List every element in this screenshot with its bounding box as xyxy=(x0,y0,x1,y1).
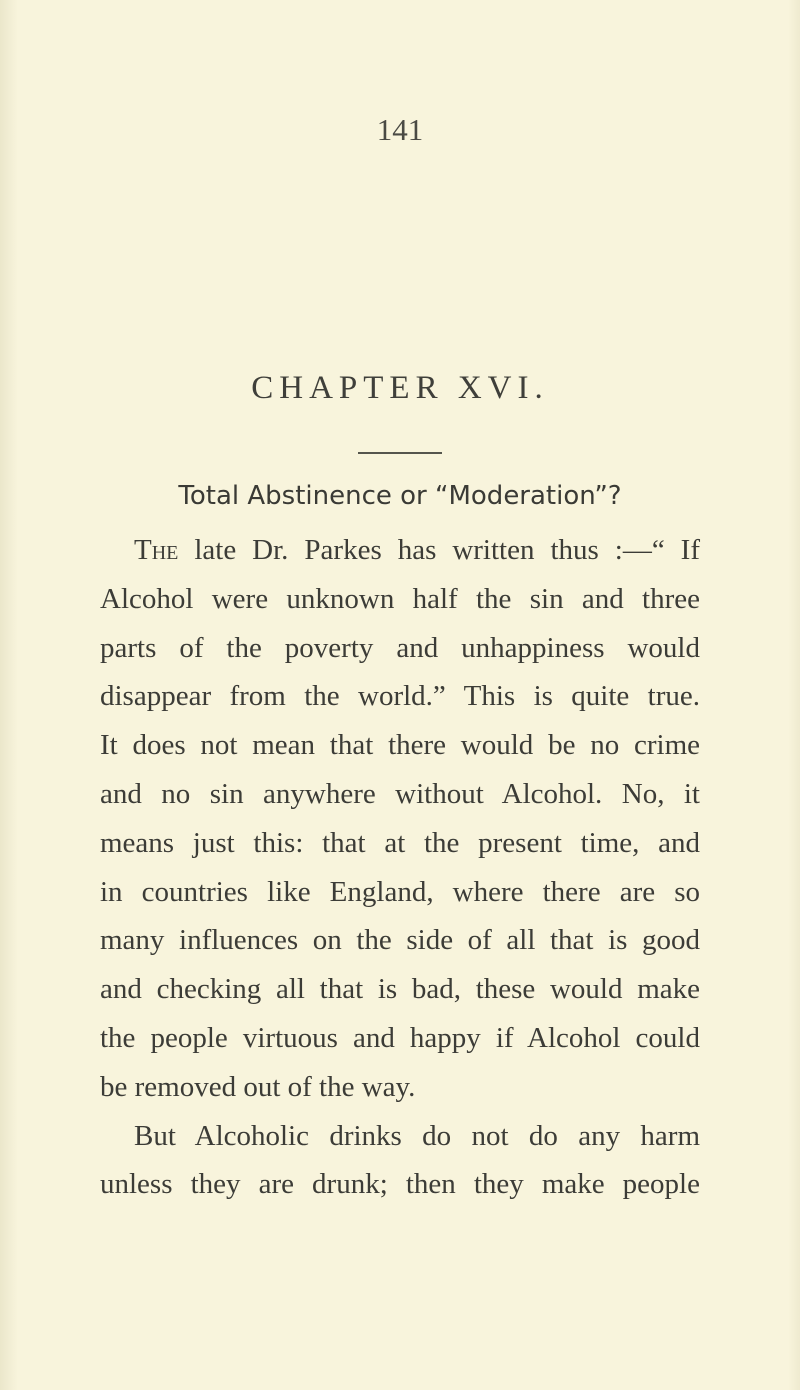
text-line-12: be removed out of the way. xyxy=(100,1070,416,1103)
text-line-2: Alcohol were unknown half the sin and three xyxy=(100,582,700,615)
text-line-1-rest: late Dr. Parkes has written thus :—“ If xyxy=(178,534,700,566)
text-line-7: means just this: that at the present time, and xyxy=(100,826,700,859)
text-line-9: many influences on the side of all that is good xyxy=(100,924,700,957)
text-line-13: But Alcoholic drinks do not do any harm xyxy=(134,1119,700,1152)
lead-word: The xyxy=(134,534,179,566)
text-line-8: in countries like England, where there are so xyxy=(100,875,700,908)
text-line-3: parts of the poverty and unhappiness would xyxy=(100,631,700,664)
text-line-10: and checking all that is bad, these would make xyxy=(100,973,700,1006)
divider-rule xyxy=(358,452,442,454)
chapter-heading: CHAPTER XVI. xyxy=(251,370,549,406)
page-number: 141 xyxy=(376,112,424,147)
text-line-14: unless they are drunk; then they make people xyxy=(100,1168,700,1201)
body-text xyxy=(100,526,700,1209)
text-line-4: disappear from the world.” This is quite true. xyxy=(100,680,700,713)
text-line-1 xyxy=(100,526,700,575)
text-line-5: It does not mean that there would be no crime xyxy=(100,729,700,762)
section-title: Total Abstinence or “Moderation”? xyxy=(178,481,622,511)
text-line-11: the people virtuous and happy if Alcohol could xyxy=(100,1021,700,1054)
text-line-6: and no sin anywhere without Alcohol. No, it xyxy=(100,777,700,810)
